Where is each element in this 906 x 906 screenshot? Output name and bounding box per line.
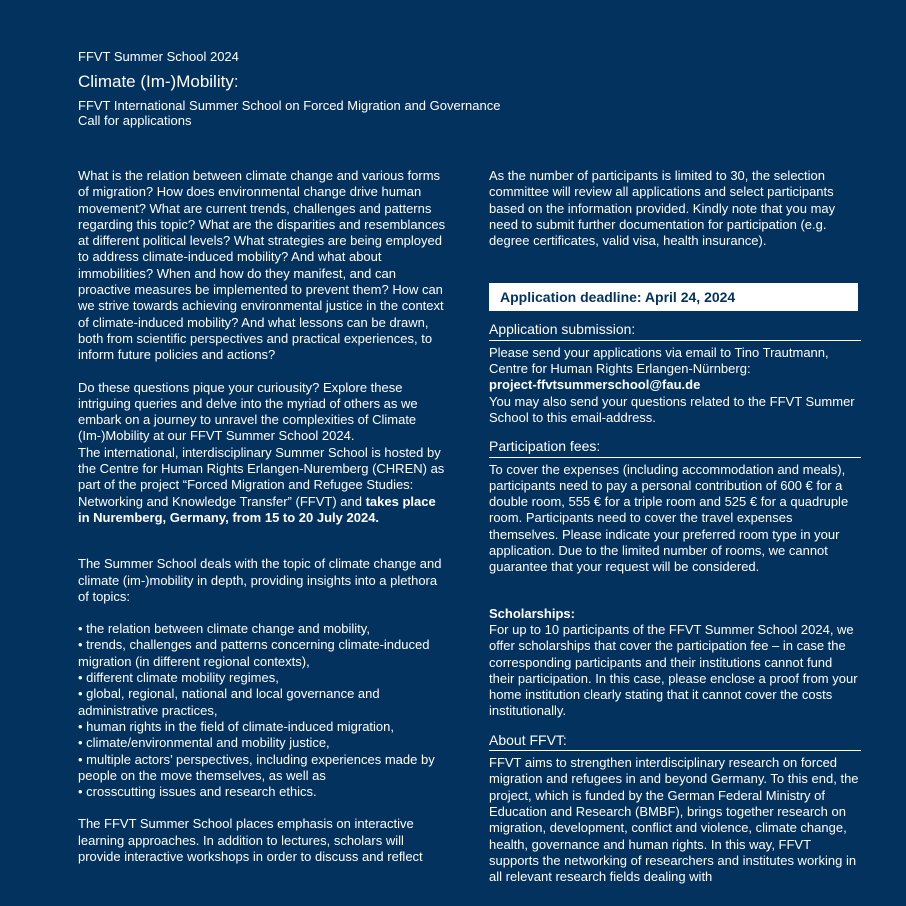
intro-paragraph: What is the relation between climate change and various forms of migration? How does environmental change drive human movement? What are current trends, challenges and patterns regarding this topic? What are the disparities and resemblances at different political levels? What strategies are being employed to address climate-induced mobility? And what about immobilities? When and how do they manifest, and can proactive measures be implemented to prevent them? How can we strive towards achieving environmental justice in the context of climate-induced mobility? And what lessons can be drawn, both from scientific perspectives and practical experiences, to inform future policies and actions? <box>78 168 446 363</box>
topics-list <box>78 621 450 800</box>
list-item: • the relation between climate change and mobility, <box>78 621 450 637</box>
subtitle-line-1: FFVT International Summer School on Forced Migration and Governance <box>78 98 501 113</box>
emphasis-paragraph: The FFVT Summer School places emphasis on interactive learning approaches. In addition to lectures, scholars will provide interactive workshops in order to discuss and reflect <box>78 816 423 864</box>
curiosity-paragraph: Do these questions pique your curiousity? Explore these intriguing queries and delve into the myriad of others as we embark on a journey to unravel the complexities of Climate (Im-)Mobility at our FFVT Summer School 2024. <box>78 379 418 444</box>
list-item: • crosscutting issues and research ethics. <box>78 784 450 800</box>
fees-heading: Participation fees: <box>489 438 861 457</box>
list-item: • trends, challenges and patterns concerning climate-induced migration (in different regional contexts), <box>78 637 450 670</box>
page-title: Climate (Im-)Mobility: <box>78 72 239 91</box>
submission-email-link[interactable]: project-ffvtsummerschool@fau.de <box>489 377 701 393</box>
subtitle-line-2: Call for applications <box>78 113 192 128</box>
list-item: • different climate mobility regimes, <box>78 670 450 686</box>
about-heading: About FFVT: <box>489 732 861 751</box>
left-column <box>78 168 450 865</box>
submission-questions: You may also send your questions related to the FFVT Summer School to this email-address. <box>489 393 855 425</box>
selection-paragraph: As the number of participants is limited to 30, the selection committee will review all applications and select participants based on the information provided. Kindly note that you may need to submit further documentation for participation (e.g. degree certificates, valid visa, health insurance). <box>489 168 836 249</box>
list-item: • global, regional, national and local governance and administrative practices, <box>78 686 450 719</box>
fees-text: To cover the expenses (including accommodation and meals), participants need to pay a personal contribution of 600 € for a double room, 555 € for a triple room and 525 € for a quadruple room. Participants need to cover the travel expenses themselves. Please indicate your preferred room type in your application. Due to the limited number of rooms, we cannot guarantee that your request will be considered. <box>489 461 849 575</box>
about-text: FFVT aims to strengthen interdisciplinary research on forced migration and refugees in and beyond Germany. To this end, the project, which is funded by the German Federal Ministry of Education and Research (BMBF), brings together research on migration, development, conflict and violence, climate change, health, governance and human rights. In this way, FFVT supports the networking of researchers and institutes working in all relevant research fields dealing with <box>489 755 859 885</box>
topics-intro: The Summer School deals with the topic of climate change and climate (im-)mobility in depth, providing insights into a plethora of topics: <box>78 556 442 604</box>
scholarships-text: For up to 10 participants of the FFVT Summer School 2024, we offer scholarships that cover the participation fee – in case the corresponding participants and their institutions cannot fund their participation. In this case, please enclose a proof from your home institution clearly stating that it cannot cover the costs institutionally. <box>489 621 858 719</box>
hosted-paragraph <box>78 445 450 526</box>
hosted-dates: takes place in Nuremberg, Germany, from 15 to 20 July 2024. <box>78 493 436 525</box>
list-item: • human rights in the field of climate-induced migration, <box>78 719 450 735</box>
list-item: • climate/environmental and mobility justice, <box>78 735 450 751</box>
submission-text: Please send your applications via email to Tino Trautmann, Centre for Human Rights Erlangen-Nürnberg: <box>489 344 829 377</box>
right-column <box>489 168 861 885</box>
scholarships-heading: Scholarships: <box>489 605 575 621</box>
hosted-text: The international, interdisciplinary Summer School is hosted by the Centre for Human Rights Erlangen-Nuremberg (CHREN) as part of the project “Forced Migration and Refugee Studies: Networking and Knowledge Transfer” (FFVT) and <box>78 444 445 509</box>
subtitle <box>78 98 500 128</box>
submission-heading: Application submission: <box>489 321 861 340</box>
deadline-banner: Application deadline: April 24, 2024 <box>489 283 858 311</box>
list-item: • multiple actors’ perspectives, including experiences made by people on the move themselves, as well as <box>78 752 450 785</box>
kicker: FFVT Summer School 2024 <box>78 49 239 64</box>
